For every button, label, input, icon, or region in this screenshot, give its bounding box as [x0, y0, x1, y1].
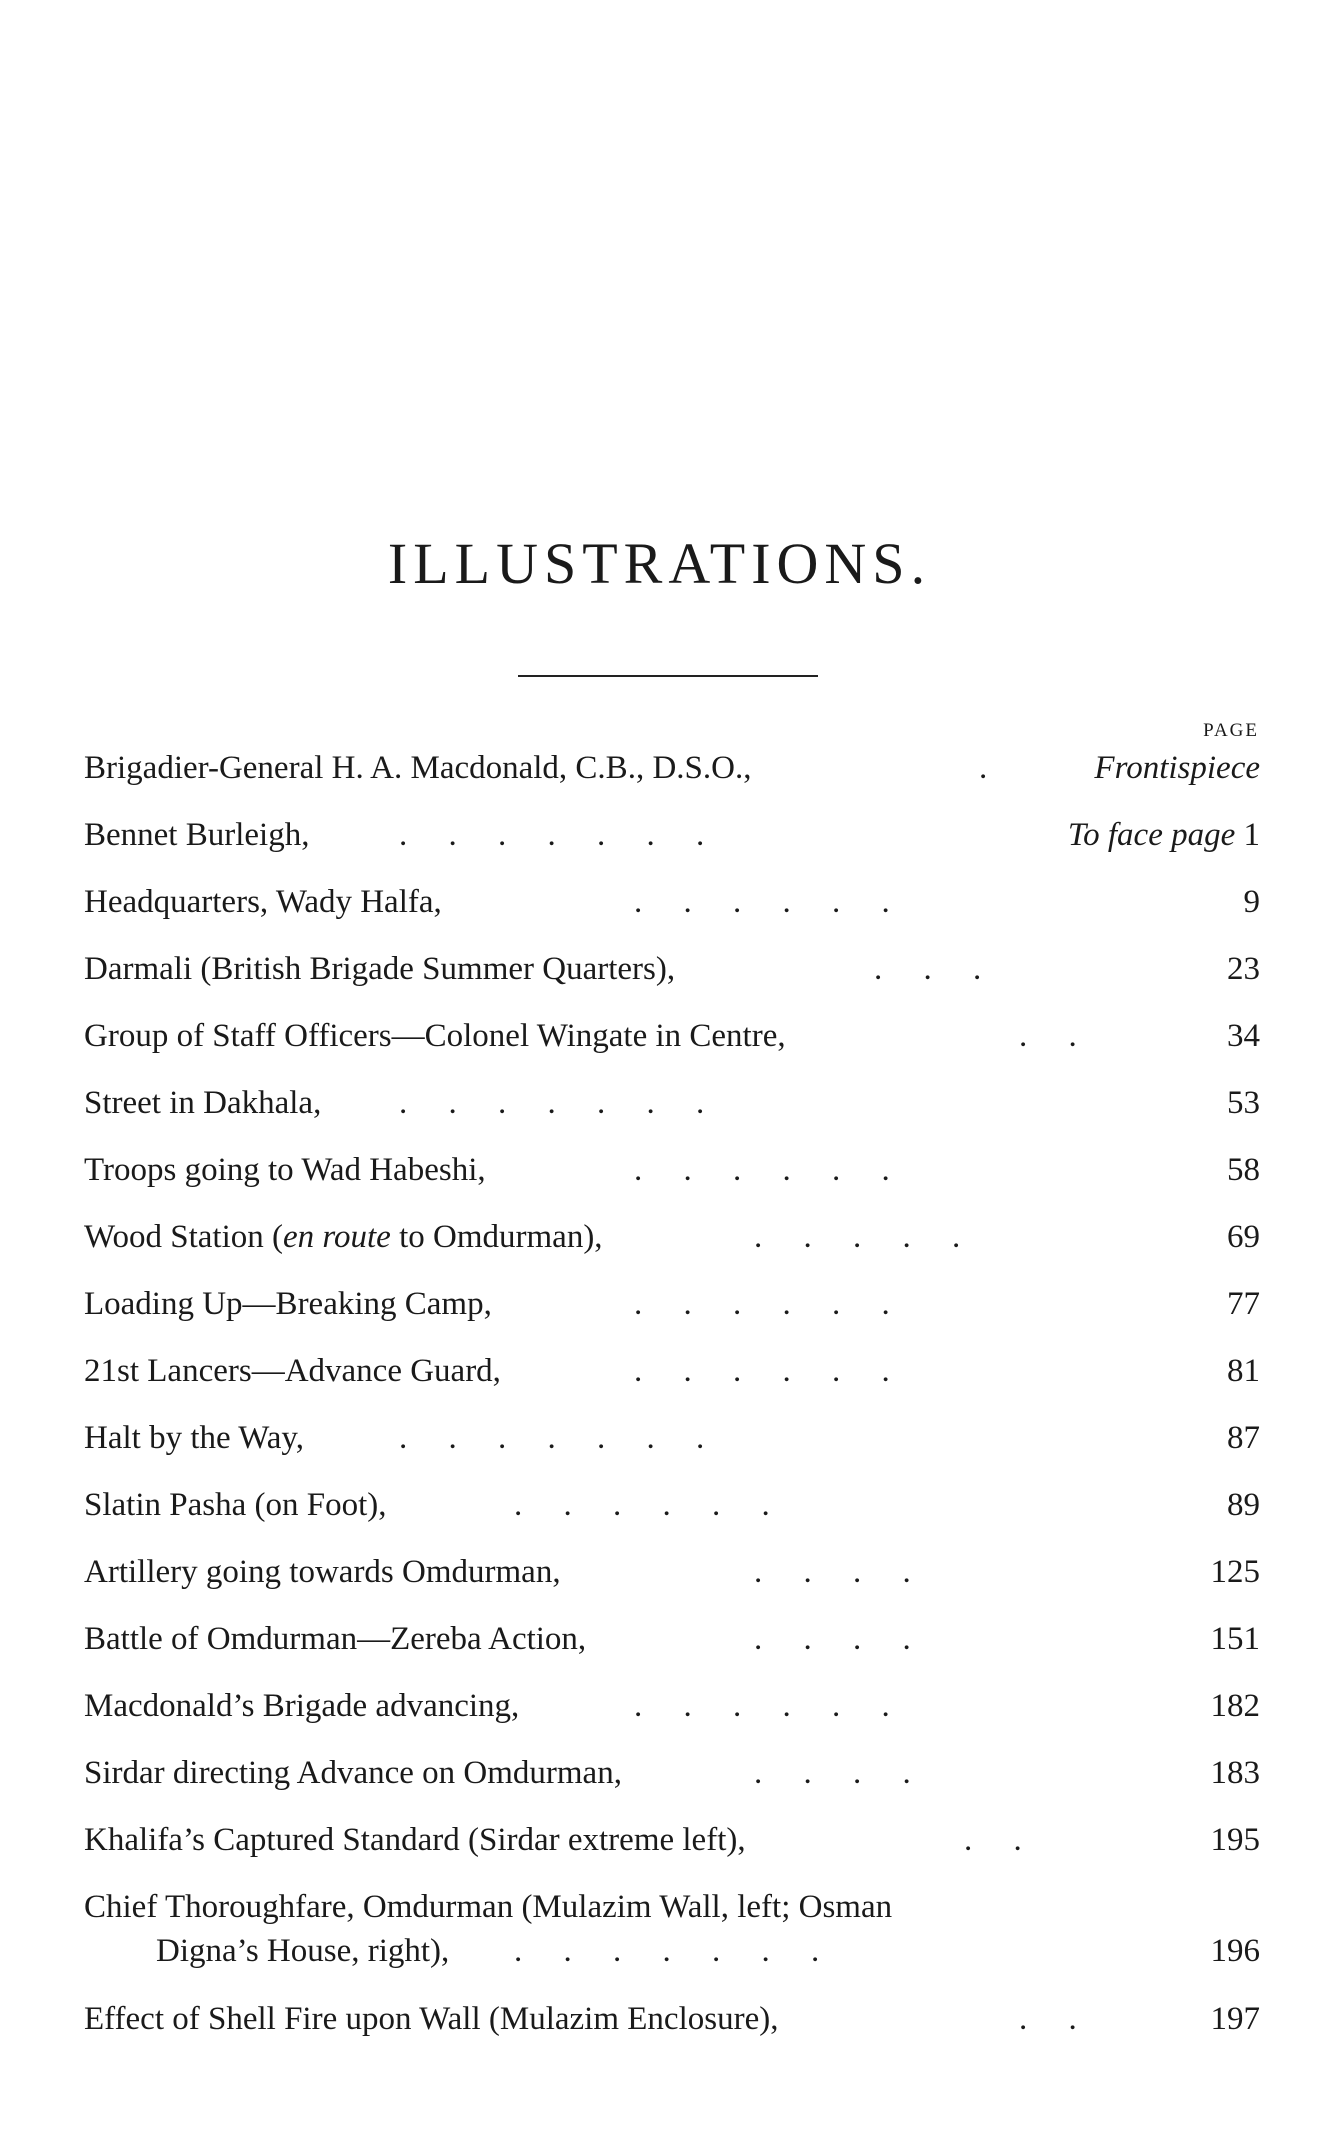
page-column-header: PAGE [1203, 720, 1259, 741]
entry-title-continuation: Digna’s House, right), [156, 1933, 450, 1969]
entry-page: 87 [1227, 1420, 1260, 1456]
entry-page: 23 [1227, 951, 1260, 987]
entry-page: 1 [1243, 817, 1260, 853]
entry-title: Group of Staff Officers—Colonel Wingate in Centre, [84, 1018, 786, 1054]
leader-dots: . . . . . [754, 1219, 961, 1255]
entry-page: 89 [1227, 1487, 1260, 1523]
entry-page: 53 [1227, 1085, 1260, 1121]
entry-page: 69 [1227, 1219, 1260, 1255]
leader-dots: . . . . [754, 1621, 911, 1657]
entry-page: 58 [1227, 1152, 1260, 1188]
leader-dots: . . . . . . . [399, 817, 705, 853]
leader-dots: . . [1019, 2001, 1077, 2037]
entry-title: Headquarters, Wady Halfa, [84, 884, 442, 920]
entry-page-group [1068, 813, 1260, 857]
entry-title: Battle of Omdurman—Zereba Action, [84, 1621, 587, 1657]
leader-dots: . . . . . . [634, 1688, 890, 1724]
entry-title: Slatin Pasha (on Foot), [84, 1487, 387, 1523]
entry-page: 151 [1210, 1621, 1260, 1657]
leader-dots: . . . . . . [634, 884, 890, 920]
leader-dots: . . [964, 1822, 1022, 1858]
entry-title-italic: en route [283, 1219, 391, 1255]
entry-page: 125 [1210, 1554, 1260, 1590]
leader-dots: . . . . . . [634, 1286, 890, 1322]
leader-dots: . . . . . . . [514, 1933, 820, 1969]
leader-dots: . [979, 750, 988, 786]
page-title: ILLUSTRATIONS. [387, 531, 932, 596]
leader-dots: . . . [874, 951, 982, 987]
entry-title: Halt by the Way, [84, 1420, 305, 1456]
entry-title: Brigadier-General H. A. Macdonald, C.B., D.S.O., [84, 750, 752, 786]
entry-title: Khalifa’s Captured Standard (Sirdar extreme left), [84, 1822, 746, 1858]
leader-dots: . . . . [754, 1554, 911, 1590]
entry-title: Loading Up—Breaking Camp, [84, 1286, 492, 1322]
entry-title: Bennet Burleigh, [84, 817, 310, 853]
entry-title: Macdonald’s Brigade advancing, [84, 1688, 520, 1724]
entry-title: Chief Thoroughfare, Omdurman (Mulazim Wall, left; Osman [84, 1889, 893, 1925]
entry-title: Troops going to Wad Habeshi, [84, 1152, 486, 1188]
leader-dots: . . . . . . [634, 1353, 890, 1389]
leader-dots: . . . . . . . [399, 1085, 705, 1121]
entry-title: Sirdar directing Advance on Omdurman, [84, 1755, 622, 1791]
entry-page: 34 [1227, 1018, 1260, 1054]
entry-page: Frontispiece [1094, 750, 1260, 786]
entry-page: 9 [1243, 884, 1260, 920]
entry-title: Artillery going towards Omdurman, [84, 1554, 561, 1590]
entry-page: 195 [1210, 1822, 1260, 1858]
entry-page: 197 [1210, 2001, 1260, 2037]
title-divider [518, 675, 818, 677]
leader-dots: . . [1019, 1018, 1077, 1054]
entry-title: 21st Lancers—Advance Guard, [84, 1353, 501, 1389]
entry-title: Effect of Shell Fire upon Wall (Mulazim Enclosure), [84, 2001, 779, 2037]
entry-title: Wood Station (en route to Omdurman), [84, 1219, 603, 1255]
illustration-entry [84, 1885, 1260, 1973]
entry-page-prefix: To face page [1067, 817, 1236, 853]
leader-dots: . . . . . . [634, 1152, 890, 1188]
entry-page: 196 [1210, 1933, 1260, 1969]
entry-title: Darmali (British Brigade Summer Quarters), [84, 951, 676, 987]
leader-dots: . . . . [754, 1755, 911, 1791]
entry-page: 81 [1227, 1353, 1260, 1389]
entry-title: Street in Dakhala, [84, 1085, 322, 1121]
entry-page: 183 [1210, 1755, 1260, 1791]
leader-dots: . . . . . . [514, 1487, 770, 1523]
leader-dots: . . . . . . . [399, 1420, 705, 1456]
entry-page: 182 [1210, 1688, 1260, 1724]
entry-page: 77 [1227, 1286, 1260, 1322]
